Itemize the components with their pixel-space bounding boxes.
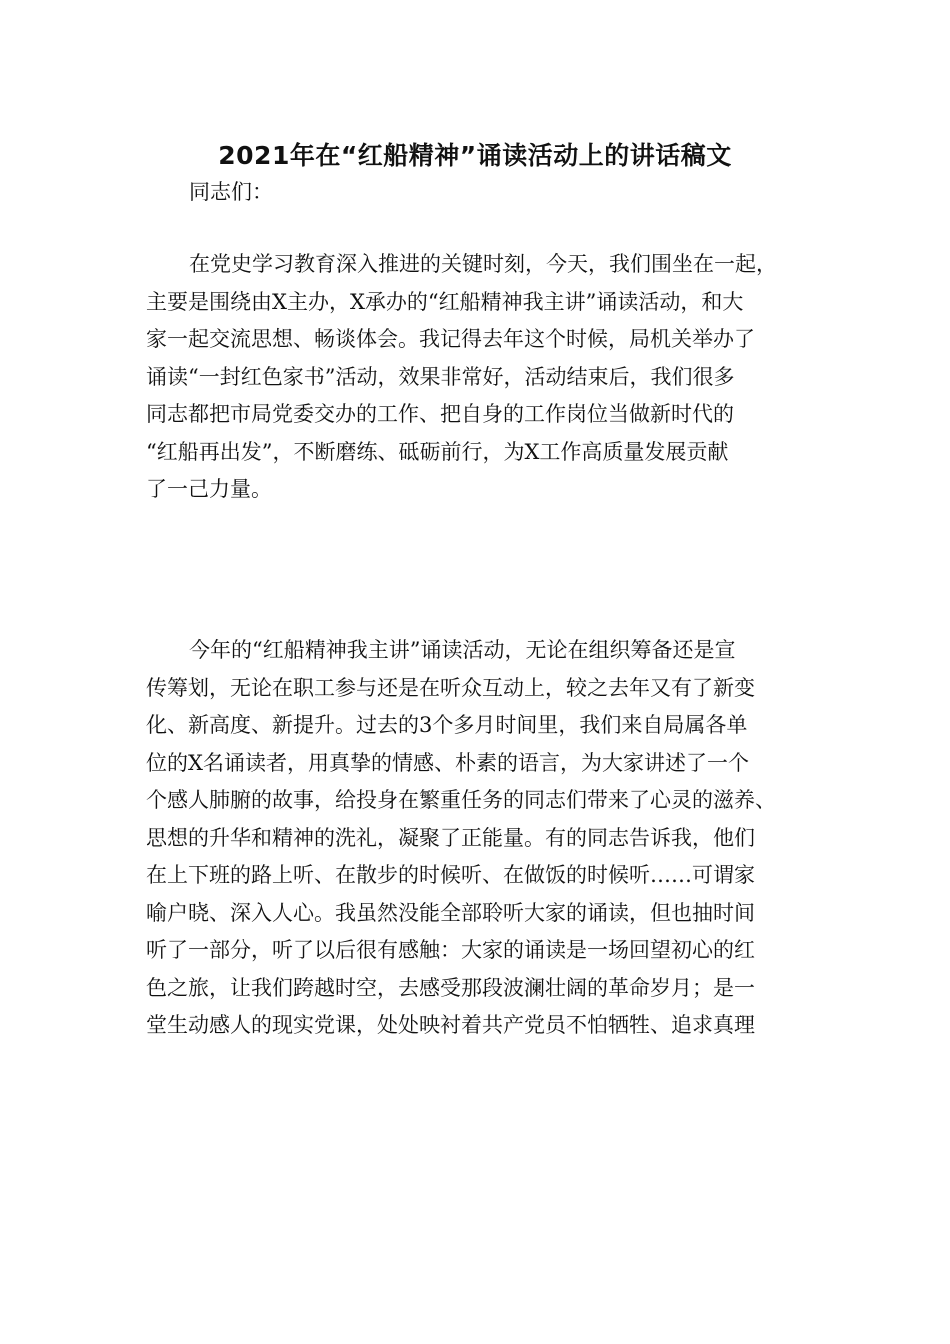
paragraph-line: 听了一部分，听了以后很有感触：大家的诵读是一场回望初心的红	[146, 938, 755, 962]
paragraph-2	[146, 632, 810, 1045]
paragraph-line: 化、新高度、新提升。过去的3个多月时间里，我们来自局属各单	[146, 713, 748, 737]
paragraph-1	[146, 246, 810, 509]
salutation: 同志们：	[189, 180, 273, 204]
paragraph-line: 在党史学习教育深入推进的关键时刻，今天，我们围坐在一起，	[189, 252, 777, 276]
paragraph-line: 家一起交流思想、畅谈体会。我记得去年这个时候，局机关举办了	[146, 327, 755, 351]
paragraph-line: 堂生动感人的现实党课，处处映衬着共产党员不怕牺牲、追求真理	[146, 1013, 755, 1037]
paragraph-line: 喻户晓、深入人心。我虽然没能全部聆听大家的诵读，但也抽时间	[146, 900, 755, 925]
paragraph-line: 个感人肺腑的故事，给投身在繁重任务的同志们带来了心灵的滋养、	[146, 788, 776, 812]
paragraph-line: 了一己力量。	[146, 477, 272, 501]
paragraph-line: 传筹划，无论在职工参与还是在听众互动上，较之去年又有了新变	[146, 675, 755, 700]
paragraph-line: 主要是围绕由X主办，X承办的“红船精神我主讲”诵读活动，和大	[146, 289, 744, 314]
paragraph-line: 今年的“红船精神我主讲”诵读活动，无论在组织筹备还是宣	[189, 638, 736, 662]
paragraph-line: 位的X名诵读者，用真挚的情感、朴素的语言，为大家讲述了一个	[146, 750, 749, 775]
paragraph-line: 诵读“一封红色家书”活动，效果非常好，活动结束后，我们很多	[146, 364, 735, 389]
paragraph-line: 思想的升华和精神的洗礼，凝聚了正能量。有的同志告诉我，他们	[146, 825, 755, 850]
paragraph-line: 同志都把市局党委交办的工作、把自身的工作岗位当做新时代的	[146, 402, 734, 426]
paragraph-line: 色之旅，让我们跨越时空，去感受那段波澜壮阔的革命岁月；是一	[146, 975, 755, 1000]
document-title: 2021年在“红船精神”诵读活动上的讲话稿文	[218, 141, 732, 170]
paragraph-line: “红船再出发”，不断磨练、砥砺前行，为X工作高质量发展贡献	[146, 439, 729, 464]
paragraph-line: 在上下班的路上听、在散步的时候听、在做饭的时候听……可谓家	[146, 863, 755, 887]
